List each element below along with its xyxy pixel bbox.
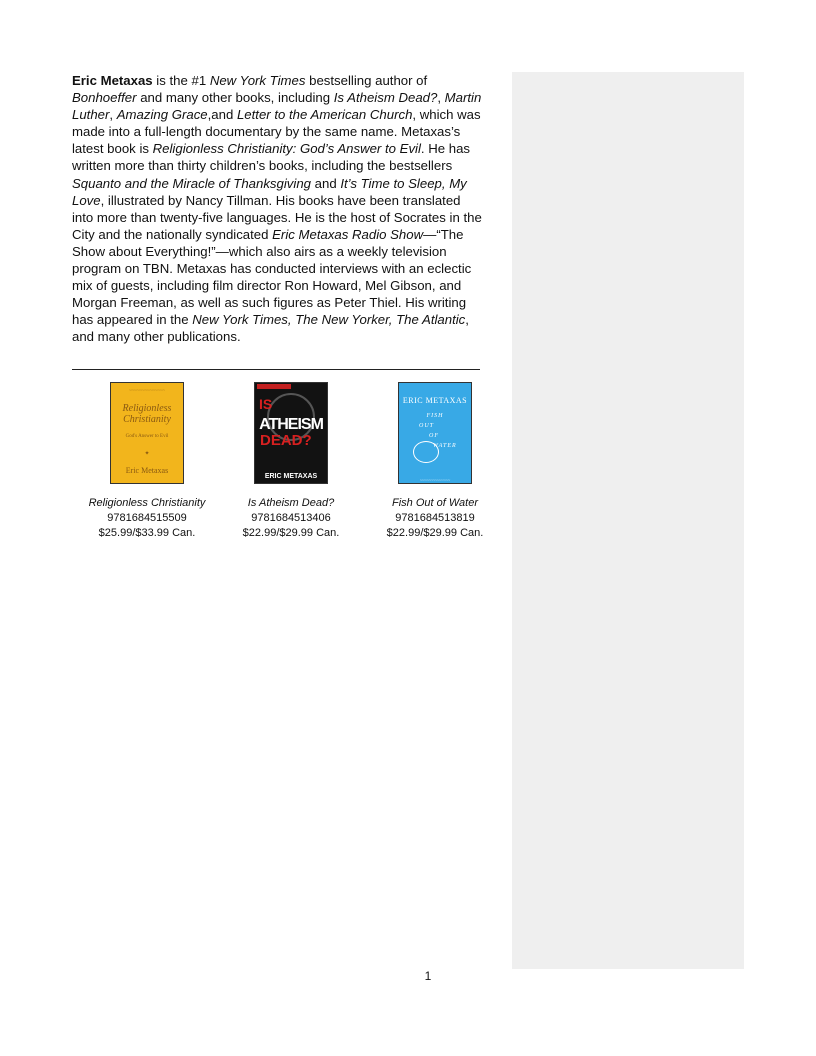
cover-subtitle: God's Answer to Evil bbox=[125, 434, 169, 439]
bio-text: and many other books, including bbox=[136, 90, 334, 106]
page-number: 1 bbox=[424, 969, 432, 983]
book-cover-is-atheism-dead bbox=[254, 382, 328, 484]
cover-word: ATHEISM bbox=[259, 416, 323, 433]
cover-tagline-lines: ~~~~~~~~~~~~~~~~ bbox=[419, 478, 451, 482]
cover-title: Religionless Christianity bbox=[122, 403, 172, 425]
bio-text: , which was made into a full-length documentary by the same name. Metaxas’s latest book is bbox=[72, 107, 481, 157]
book-cover-religionless-christianity bbox=[110, 382, 184, 484]
cover-word: WATER bbox=[433, 443, 457, 449]
cover-blurb-lines: ~~~~~~~~~~~~~~~~~~~~~~ bbox=[129, 388, 165, 392]
bio-text: , illustrated by Nancy Tillman. His books have been translated into more than twenty-five languages. He is the host of Socrates in the City and the nationally syndicated bbox=[72, 192, 482, 242]
author-bio bbox=[72, 72, 482, 346]
book-title: Fish Out of Water bbox=[392, 497, 478, 509]
bio-italic: Religionless Christianity: God’s Answer to Evil bbox=[152, 141, 421, 157]
book-isbn: 9781684515509 bbox=[107, 512, 187, 524]
cover-author: Eric Metaxas bbox=[125, 466, 169, 475]
bio-italic: Bonhoeffer bbox=[72, 90, 137, 106]
book-cover-fish-out-of-water bbox=[398, 382, 472, 484]
author-name: Eric Metaxas bbox=[72, 73, 153, 88]
cover-word: IS bbox=[259, 396, 273, 412]
book-title: Religionless Christianity bbox=[88, 497, 206, 509]
bio-italic: New York Times, The New Yorker, The Atlantic bbox=[192, 312, 466, 328]
cover-author: ERIC METAXAS bbox=[264, 473, 318, 480]
fishbowl-icon bbox=[413, 441, 439, 463]
bio-text: . He has written more than thirty children’s books, including the bestsellers bbox=[72, 141, 471, 174]
bio-text: and bbox=[311, 175, 341, 191]
bio-italic: Martin Luther bbox=[72, 90, 482, 123]
bio-text: , bbox=[109, 107, 117, 123]
bio-italic: Squanto and the Miracle of Thanksgiving bbox=[72, 175, 311, 191]
bio-italic: It’s Time to Sleep, My Love bbox=[72, 175, 467, 208]
bio-text: ,and bbox=[207, 107, 237, 123]
book-item-is-atheism-dead bbox=[216, 382, 366, 541]
book-item-fish-out-of-water bbox=[360, 382, 510, 541]
bio-text: —“The Show about Everything!”—which also airs as a weekly television program on TBN. Metaxas has conducted interviews with an eclectic mix of guests, including film director Ron Howard, Mel Gibson, and Morgan Freeman, as well as such figures as Peter Thiel. His writing has appeared in the bbox=[72, 226, 472, 328]
cover-word: DEAD? bbox=[260, 432, 312, 449]
bio-text: , bbox=[437, 90, 445, 106]
sidebar-panel bbox=[512, 72, 744, 969]
book-price: $25.99/$33.99 Can. bbox=[98, 527, 196, 539]
bio-italic: Letter to the American Church bbox=[236, 107, 413, 123]
bio-italic: Is Atheism Dead? bbox=[333, 90, 438, 106]
book-price: $22.99/$29.99 Can. bbox=[386, 527, 484, 539]
cover-word: FISH bbox=[426, 413, 444, 419]
cover-band bbox=[257, 384, 291, 389]
book-price: $22.99/$29.99 Can. bbox=[242, 527, 340, 539]
book-item-religionless-christianity bbox=[72, 382, 222, 541]
bio-text: bestselling author of bbox=[305, 73, 428, 88]
divider bbox=[72, 369, 480, 370]
cover-word: OF bbox=[429, 433, 439, 439]
cover-word: OUT bbox=[419, 423, 435, 429]
bio-italic: New York Times bbox=[209, 73, 306, 88]
cover-author: ERIC METAXAS bbox=[402, 396, 468, 405]
bio-text: is the #1 bbox=[152, 73, 210, 88]
book-title: Is Atheism Dead? bbox=[247, 497, 335, 509]
bio-text: , and many other publications. bbox=[72, 312, 469, 345]
book-isbn: 9781684513819 bbox=[395, 512, 475, 524]
bio-italic: Amazing Grace bbox=[116, 107, 208, 123]
book-isbn: 9781684513406 bbox=[251, 512, 331, 524]
bio-italic: Eric Metaxas Radio Show bbox=[272, 226, 424, 242]
ornament-icon: ✦ bbox=[144, 451, 150, 457]
